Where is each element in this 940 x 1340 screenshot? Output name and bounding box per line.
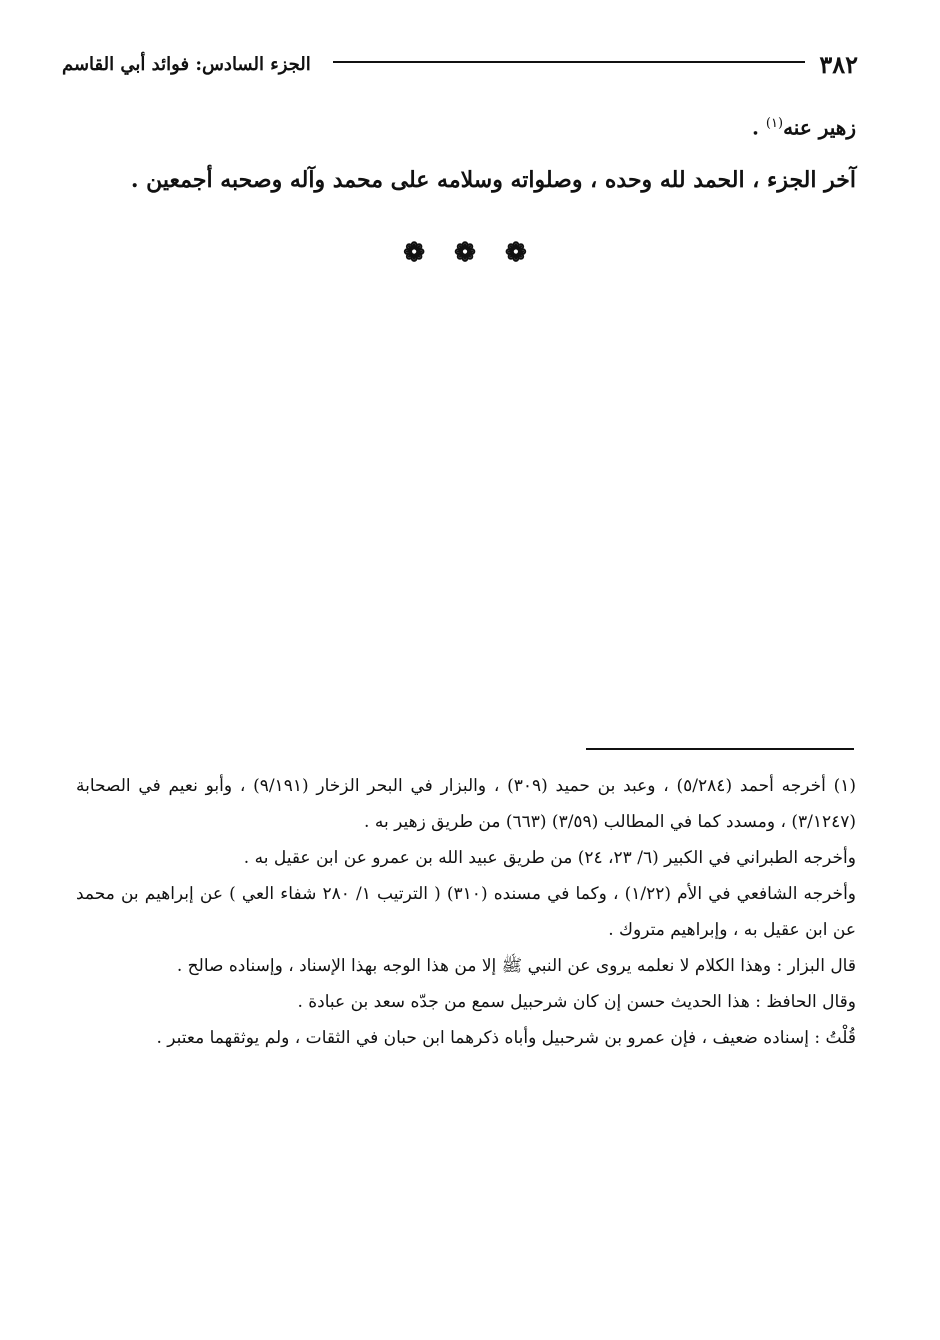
footnote-reference: (١) (765, 116, 784, 131)
main-text (84, 104, 856, 200)
footnote-paragraph: قُلْتُ : إسناده ضعيف ، فإن عمرو بن شرحبيل وأباه ذكرهما ابن حبان في الثقات ، ولم يوثقهما معتبر . (156, 1028, 856, 1048)
continuation-text: زهير عنه (783, 115, 856, 140)
running-title: الجزء السادس: فوائد أبي القاسم (62, 53, 311, 75)
continuation-end: . (751, 115, 766, 140)
page-number: ٣٨٢ (819, 49, 858, 79)
footnote-paragraph: وقال الحافظ : هذا الحديث حسن إن كان شرحبيل سمع من جدّه سعد بن عبادة . (297, 992, 856, 1012)
footnote-paragraph: (١) أخرجه أحمد (٥/٢٨٤) ، وعبد بن حميد (٣٠٩) ، والبزار في البحر الزخار (٩/١٩١) ، وأبو نعيم في الصحابة (٣/١٢٤٧) ، ومسدد كما في المطالب (٣/٥٩) (٦٦٣) من طريق زهير به . (76, 776, 856, 832)
header-rule (333, 61, 806, 63)
page-header (62, 44, 858, 84)
footnote-paragraph: قال البزار : وهذا الكلام لا نعلمه يروى عن النبي ﷺ إلا من هذا الوجه بهذا الإسناد ، وإسناده صالح . (176, 956, 856, 976)
footnotes (76, 768, 856, 1056)
footnote-paragraph: وأخرجه الطبراني في الكبير (٦/ ٢٣، ٢٤) من طريق عبيد الله بن عمرو عن ابن عقيل به . (243, 848, 856, 868)
asterism-divider: ❁ ❁ ❁ (403, 238, 537, 268)
colophon-line: آخر الجزء ، الحمد لله وحده ، وصلواته وسلامه على محمد وآله وصحبه أجمعين . (130, 166, 856, 193)
footnote-rule (586, 748, 854, 750)
footnote-paragraph: وأخرجه الشافعي في الأم (١/٢٢) ، وكما في مسنده (٣١٠) ( الترتيب ١/ ٢٨٠ شفاء العي ) عن إبراهيم بن محمد عن ابن عقيل به ، وإبراهيم متروك . (76, 884, 856, 940)
continuation-line (84, 104, 856, 148)
